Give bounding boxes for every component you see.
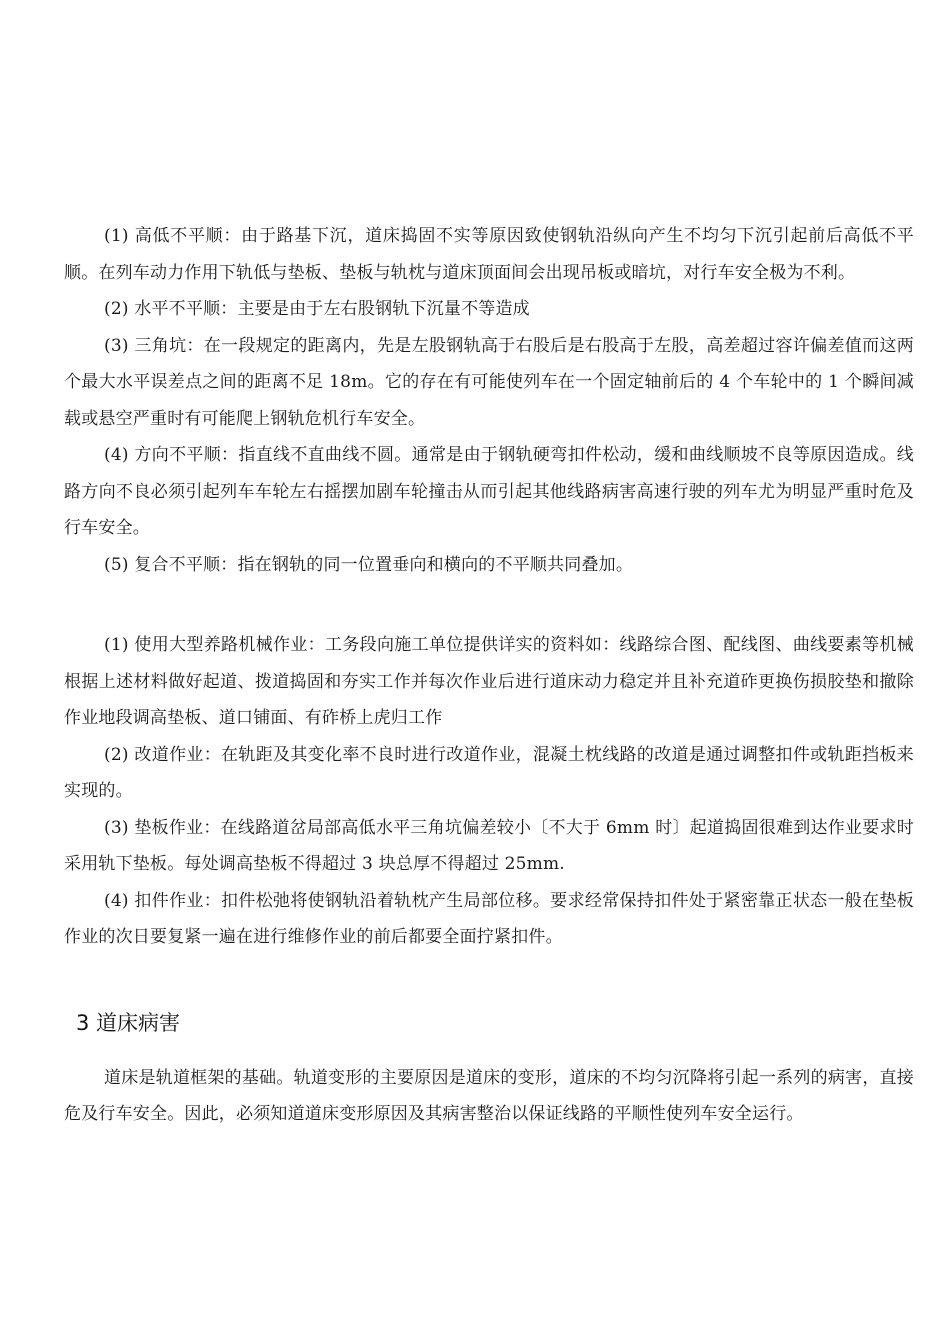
paragraph-level-irregularity: (2) 水平不平顺：主要是由于左右股钢轨下沉量不等造成: [104, 299, 530, 319]
paragraph-ballast-intro: 道床是轨道框架的基础。轨道变形的主要原因是道床的变形，道床的不均匀沉降将引起一系列的病害，直接危及行车安全。因此，必须知道道床变形原因及其病害整治以保证线路的平顺性使列车安全运行。: [64, 1067, 914, 1124]
paragraph-large-machinery: (1) 使用大型养路机械作业：工务段向施工单位提供详实的资料如：线路综合图、配线图、曲线要素等机械根据上述材料做好起道、拨道捣固和夯实工作并每次作业后进行道床动力稳定并且补充道砟更换伤损胶垫和撤除作业地段调高垫板、道口铺面、有砟桥上虎归工作: [64, 635, 914, 728]
ballast-section: [64, 1006, 914, 1133]
paragraph-shim-work: (3) 垫板作业：在线路道岔局部高低水平三角坑偏差较小〔不大于 6mm 时〕起道捣固很难到达作业要求时采用轨下垫板。每处调高垫板不得超过 3 块总厚不得超过 25mm.: [64, 817, 914, 874]
paragraph-twist: (3) 三角坑：在一段规定的距离内，先是左股钢轨高于右股后是右股高于左股，高差超过容许偏差值而这两个最大水平误差点之间的距离不足 18m。它的存在有可能使列车在一个固定轴前后的 4 个车轮中的 1 个瞬间减载或悬空严重时有可能爬上钢轨危机行车安全。: [64, 335, 914, 429]
section-spacer: [64, 583, 914, 627]
document-page: [64, 218, 914, 1133]
section-heading: 3 道床病害: [76, 1010, 181, 1035]
section-spacer: [64, 956, 914, 1006]
paragraph-gauge-adjustment: (2) 改道作业：在轨距及其变化率不良时进行改道作业，混凝土枕线路的改道是通过调整扣件或轨距挡板来实现的。: [64, 744, 914, 801]
paragraph-compound-irregularity: (5) 复合不平顺：指在钢轨的同一位置垂向和横向的不平顺共同叠加。: [104, 554, 634, 575]
paragraph-alignment-irregularity: (4) 方向不平顺：指直线不直曲线不圆。通常是由于钢轨硬弯扣件松动，缓和曲线顺坡不良等原因造成。线路方向不良必须引起列车车轮左右摇摆加剧车轮撞击从而引起其他线路病害高速行驶的列车尤为明显严重时危及行车安全。: [64, 445, 914, 538]
irregularities-section: [64, 218, 914, 583]
paragraph-vertical-irregularity: (1) 高低不平顺：由于路基下沉，道床捣固不实等原因致使钢轨沿纵向产生不均匀下沉引起前后高低不平顺。在列车动力作用下轨低与垫板、垫板与轨枕与道床顶面间会出现吊板或暗坑，对行车安全极为不利。: [64, 226, 914, 283]
paragraph-fastener-work: (4) 扣件作业：扣件松弛将使钢轨沿着轨枕产生局部位移。要求经常保持扣件处于紧密靠正状态一般在垫板作业的次日要复紧一遍在进行维修作业的前后都要全面拧紧扣件。: [64, 890, 914, 947]
remedies-section: [64, 627, 914, 956]
